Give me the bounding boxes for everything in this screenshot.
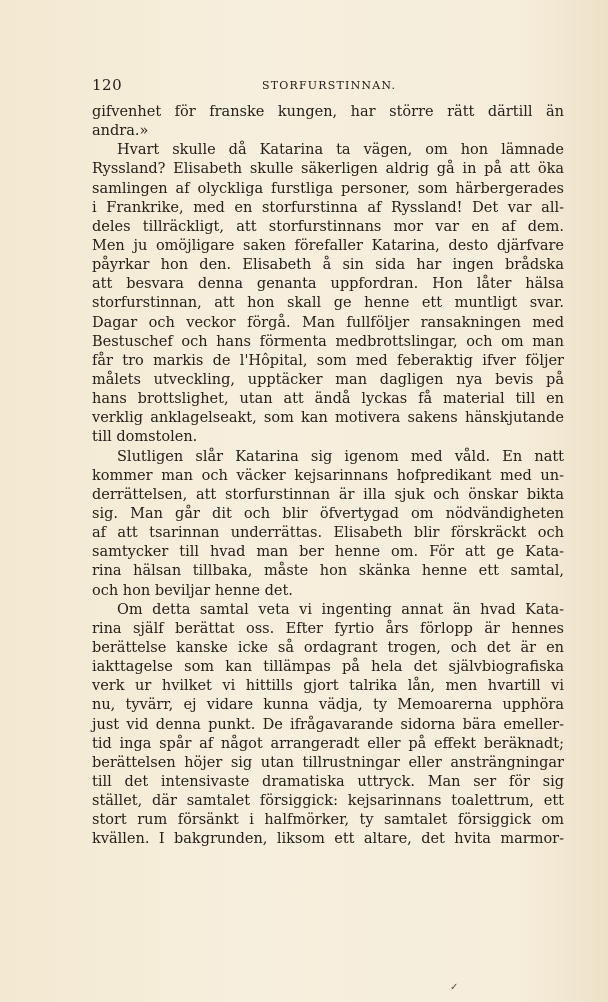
text-line: andra.» xyxy=(92,123,149,140)
text-line: sig. Man går dit och blir öfvertygad om nödvändigheten xyxy=(92,505,564,522)
text-line: Hvart skulle då Katarina ta vägen, om hon lämnade xyxy=(117,142,564,159)
body-text xyxy=(92,103,564,849)
text-line: Slutligen slår Katarina sig igenom med våld. En natt xyxy=(117,448,564,465)
text-line: derrättelsen, att storfurstinnan är illa sjuk och önskar bikta xyxy=(92,486,564,503)
text-line: Ryssland? Elisabeth skulle säkerligen aldrig gå in på att öka xyxy=(92,161,564,178)
text-line: får tro markis de l'Hôpital, som med feberaktig ifver följer xyxy=(92,352,564,369)
text-line: kommer man och väcker kejsarinnans hofpredikant med un- xyxy=(92,467,564,484)
text-line: samlingen af olyckliga furstliga personer, som härbergerades xyxy=(92,180,564,197)
text-line: till det intensivaste dramatiska uttryck. Man ser för sig xyxy=(92,773,564,790)
running-title: STORFURSTINNAN. xyxy=(262,79,397,92)
page-header xyxy=(92,76,562,96)
text-line: att besvara denna genanta uppfordran. Hon låter hälsa xyxy=(92,276,564,293)
text-line: berättelsen höjer sig utan tillrustningar eller ansträngningar xyxy=(92,754,564,771)
text-line: påyrkar hon den. Elisabeth å sin sida har ingen brådska xyxy=(92,257,564,274)
text-line: Bestuschef och hans förmenta medbrottslingar, och om man xyxy=(92,333,564,350)
text-line: till domstolen. xyxy=(92,429,198,446)
text-line: iakttagelse som kan tillämpas på hela det självbiografiska xyxy=(92,659,564,676)
text-line: af att tsarinnan underrättas. Elisabeth blir förskräckt och xyxy=(92,525,564,542)
text-line: hans brottslighet, utan att ändå lyckas få material till en xyxy=(92,391,564,408)
text-line: just vid denna punkt. De ifrågavarande sidorna bära emeller- xyxy=(92,716,564,733)
text-line: i Frankrike, med en storfurstinna af Ryssland! Det var all- xyxy=(92,199,564,216)
text-line: Men ju omöjligare saken förefaller Katarina, desto djärfvare xyxy=(92,237,564,254)
footer-mark: ✓ xyxy=(450,982,459,993)
page-number: 120 xyxy=(92,76,123,94)
text-line: storfurstinnan, att hon skall ge henne ett muntligt svar. xyxy=(92,295,564,312)
text-line: rina hälsan tillbaka, måste hon skänka henne ett samtal, xyxy=(92,563,564,580)
text-line: målets utveckling, upptäcker man dagligen nya bevis på xyxy=(92,371,564,388)
text-line: gifvenhet för franske kungen, har större rätt därtill än xyxy=(92,104,564,120)
text-line: Om detta samtal veta vi ingenting annat än hvad Kata- xyxy=(117,601,564,618)
text-line: kvällen. I bakgrunden, liksom ett altare, det hvita marmor- xyxy=(92,831,564,848)
text-line: verk ur hvilket vi hittills gjort talrika lån, men hvartill vi xyxy=(92,678,564,695)
text-line: stort rum försänkt i halfmörker, ty samtalet försiggick om xyxy=(92,812,564,829)
text-line: berättelse kanske icke så ordagrant trogen, och det är en xyxy=(92,639,564,656)
text-line: rina själf berättat oss. Efter fyrtio års förlopp är hennes xyxy=(92,620,564,637)
text-line: samtycker till hvad man ber henne om. För att ge Kata- xyxy=(92,544,564,561)
text-line: Dagar och veckor förgå. Man fullföljer ransakningen med xyxy=(92,314,564,331)
text-line: nu, tyvärr, ej vidare kunna vädja, ty Memoarerna upphöra xyxy=(92,697,564,714)
text-line: deles tillräckligt, att storfurstinnans mor var en af dem. xyxy=(92,218,564,235)
text-line: och hon beviljar henne det. xyxy=(92,582,293,599)
text-line: verklig anklagelseakt, som kan motivera sakens hänskjutande xyxy=(92,410,564,427)
text-line: stället, där samtalet försiggick: kejsarinnans toalettrum, ett xyxy=(92,793,564,810)
text-line: tid inga spår af något arrangeradt eller på effekt beräknadt; xyxy=(92,735,564,752)
